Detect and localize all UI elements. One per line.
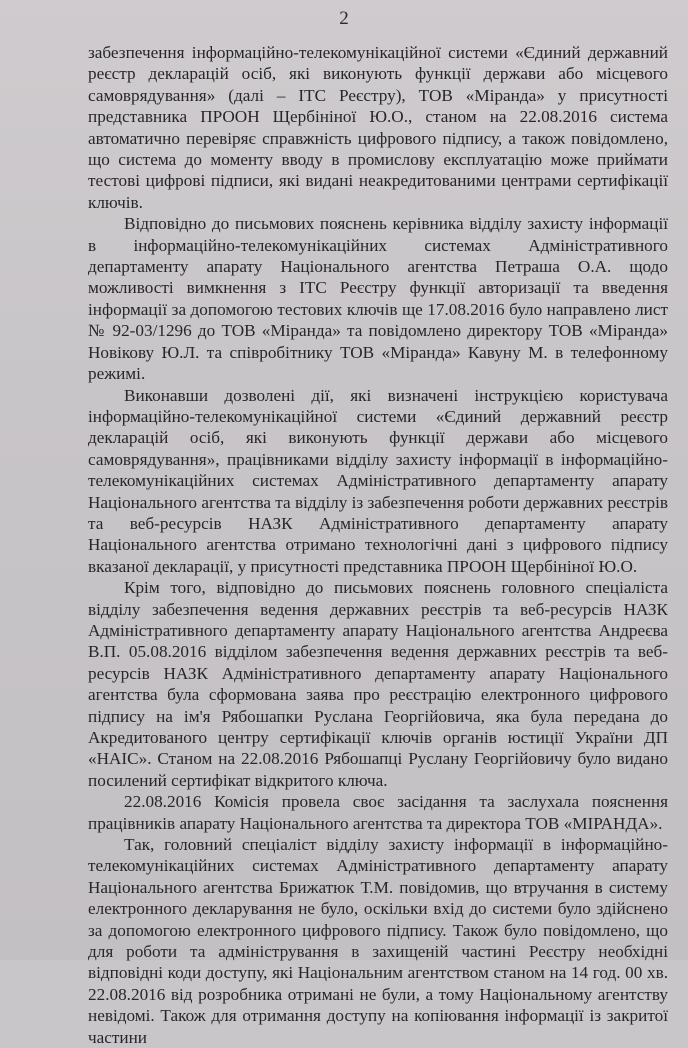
paragraph-permitted-actions: Виконавши дозволені дії, які визначені інструкцією користувача інформаційно-телекомунікаційної системи «Єдиний державний реєстр декларацій осіб, які виконують функції держави або місцевого самоврядування», працівниками відділу захисту інформації в інформаційно-телекомунікаційних системах Адміністративного департаменту апарату Національного агентства та відділу із забезпечення роботи державних реєстрів та веб-ресурсів НАЗК Адміністративного департаменту апарату Національного агентства отримано технологічні дані з цифрового підпису вказаної декларації, у присутності представника ПРООН Щербініної Ю.О. <box>88 385 668 576</box>
paragraph-explanations-petrash: Відповідно до письмових пояснень керівника відділу захисту інформації в інформаційно-телекомунікаційних системах Адміністративного департаменту апарату Національного агентства Петраша О.А. щодо можливості вимкнення з ІТС Реєстру функції авторизації та введення інформації за допомогою тестових ключів ще 17.08.2016 було направлено лист № 92-03/1296 до ТОВ «Міранда» та повідомлено директору ТОВ «Міранда» Новікову Ю.Л. та співробітнику ТОВ «Міранда» Кавуну М. в телефонному режимі. <box>88 214 668 384</box>
page-number: 2 <box>339 8 349 29</box>
paragraph-bryzhatiuk-report: Так, головний спеціаліст відділу захисту інформації в інформаційно-телекомунікаційних системах Адміністративного департаменту апарату Національного агентства Брижатюк Т.М. повідомив, що втручання в систему електронного декларування не було, оскільки вхід до системи було здійснено за допомогою електронного цифрового підпису. Також було повідомлено, що для роботи та адміністрування в захищеній частині Реєстру необхідні відповідні коди доступу, які Національним агентством станом на 14 год. 00 хв. 22.08.2016 від розробника отримані не були, а тому Національному агентству невідомі. Також для отримання доступу на копіювання інформації із закритої частини <box>88 835 668 1047</box>
paragraph-explanations-andreiev: Крім того, відповідно до письмових пояснень головного спеціаліста відділу забезпечення ведення державних реєстрів та веб-ресурсів НАЗК Адміністративного департаменту апарату Національного агентства Андреєва В.П. 05.08.2016 відділом забезпечення ведення державних реєстрів та веб-ресурсів НАЗК Адміністративного департаменту апарату Національного агентства була сформована заява про реєстрацію електронного цифрового підпису на ім'я Рябошапки Руслана Георгійовича, яка була передана до Акредитованого центру сертифікації ключів органів юстиції України ДП «НАІС». Станом на 22.08.2016 Рябошапці Руслану Георгійовичу було видано посилений сертифікат відкритого ключа. <box>88 578 668 790</box>
paragraph-continued: забезпечення інформаційно-телекомунікаційної системи «Єдиний державний реєстр декларацій осіб, які виконують функції держави або місцевого самоврядування» (далі – ІТС Реєстру), ТОВ «Міранда» у присутності представника ПРООН Щербініної Ю.О., станом на 22.08.2016 система автоматично перевіряє справжність цифрового підпису, а також повідомлено, що система до моменту вводу в промислову експлуатацію може приймати тестові цифрові підписи, які видані неакредитованими центрами сертифікації ключів. <box>88 43 668 212</box>
document-body <box>88 42 668 1048</box>
paragraph-commission-meeting: 22.08.2016 Комісія провела своє засідання та заслухала пояснення працівників апарату Національного агентства та директора ТОВ «МІРАНДА». <box>88 792 668 833</box>
